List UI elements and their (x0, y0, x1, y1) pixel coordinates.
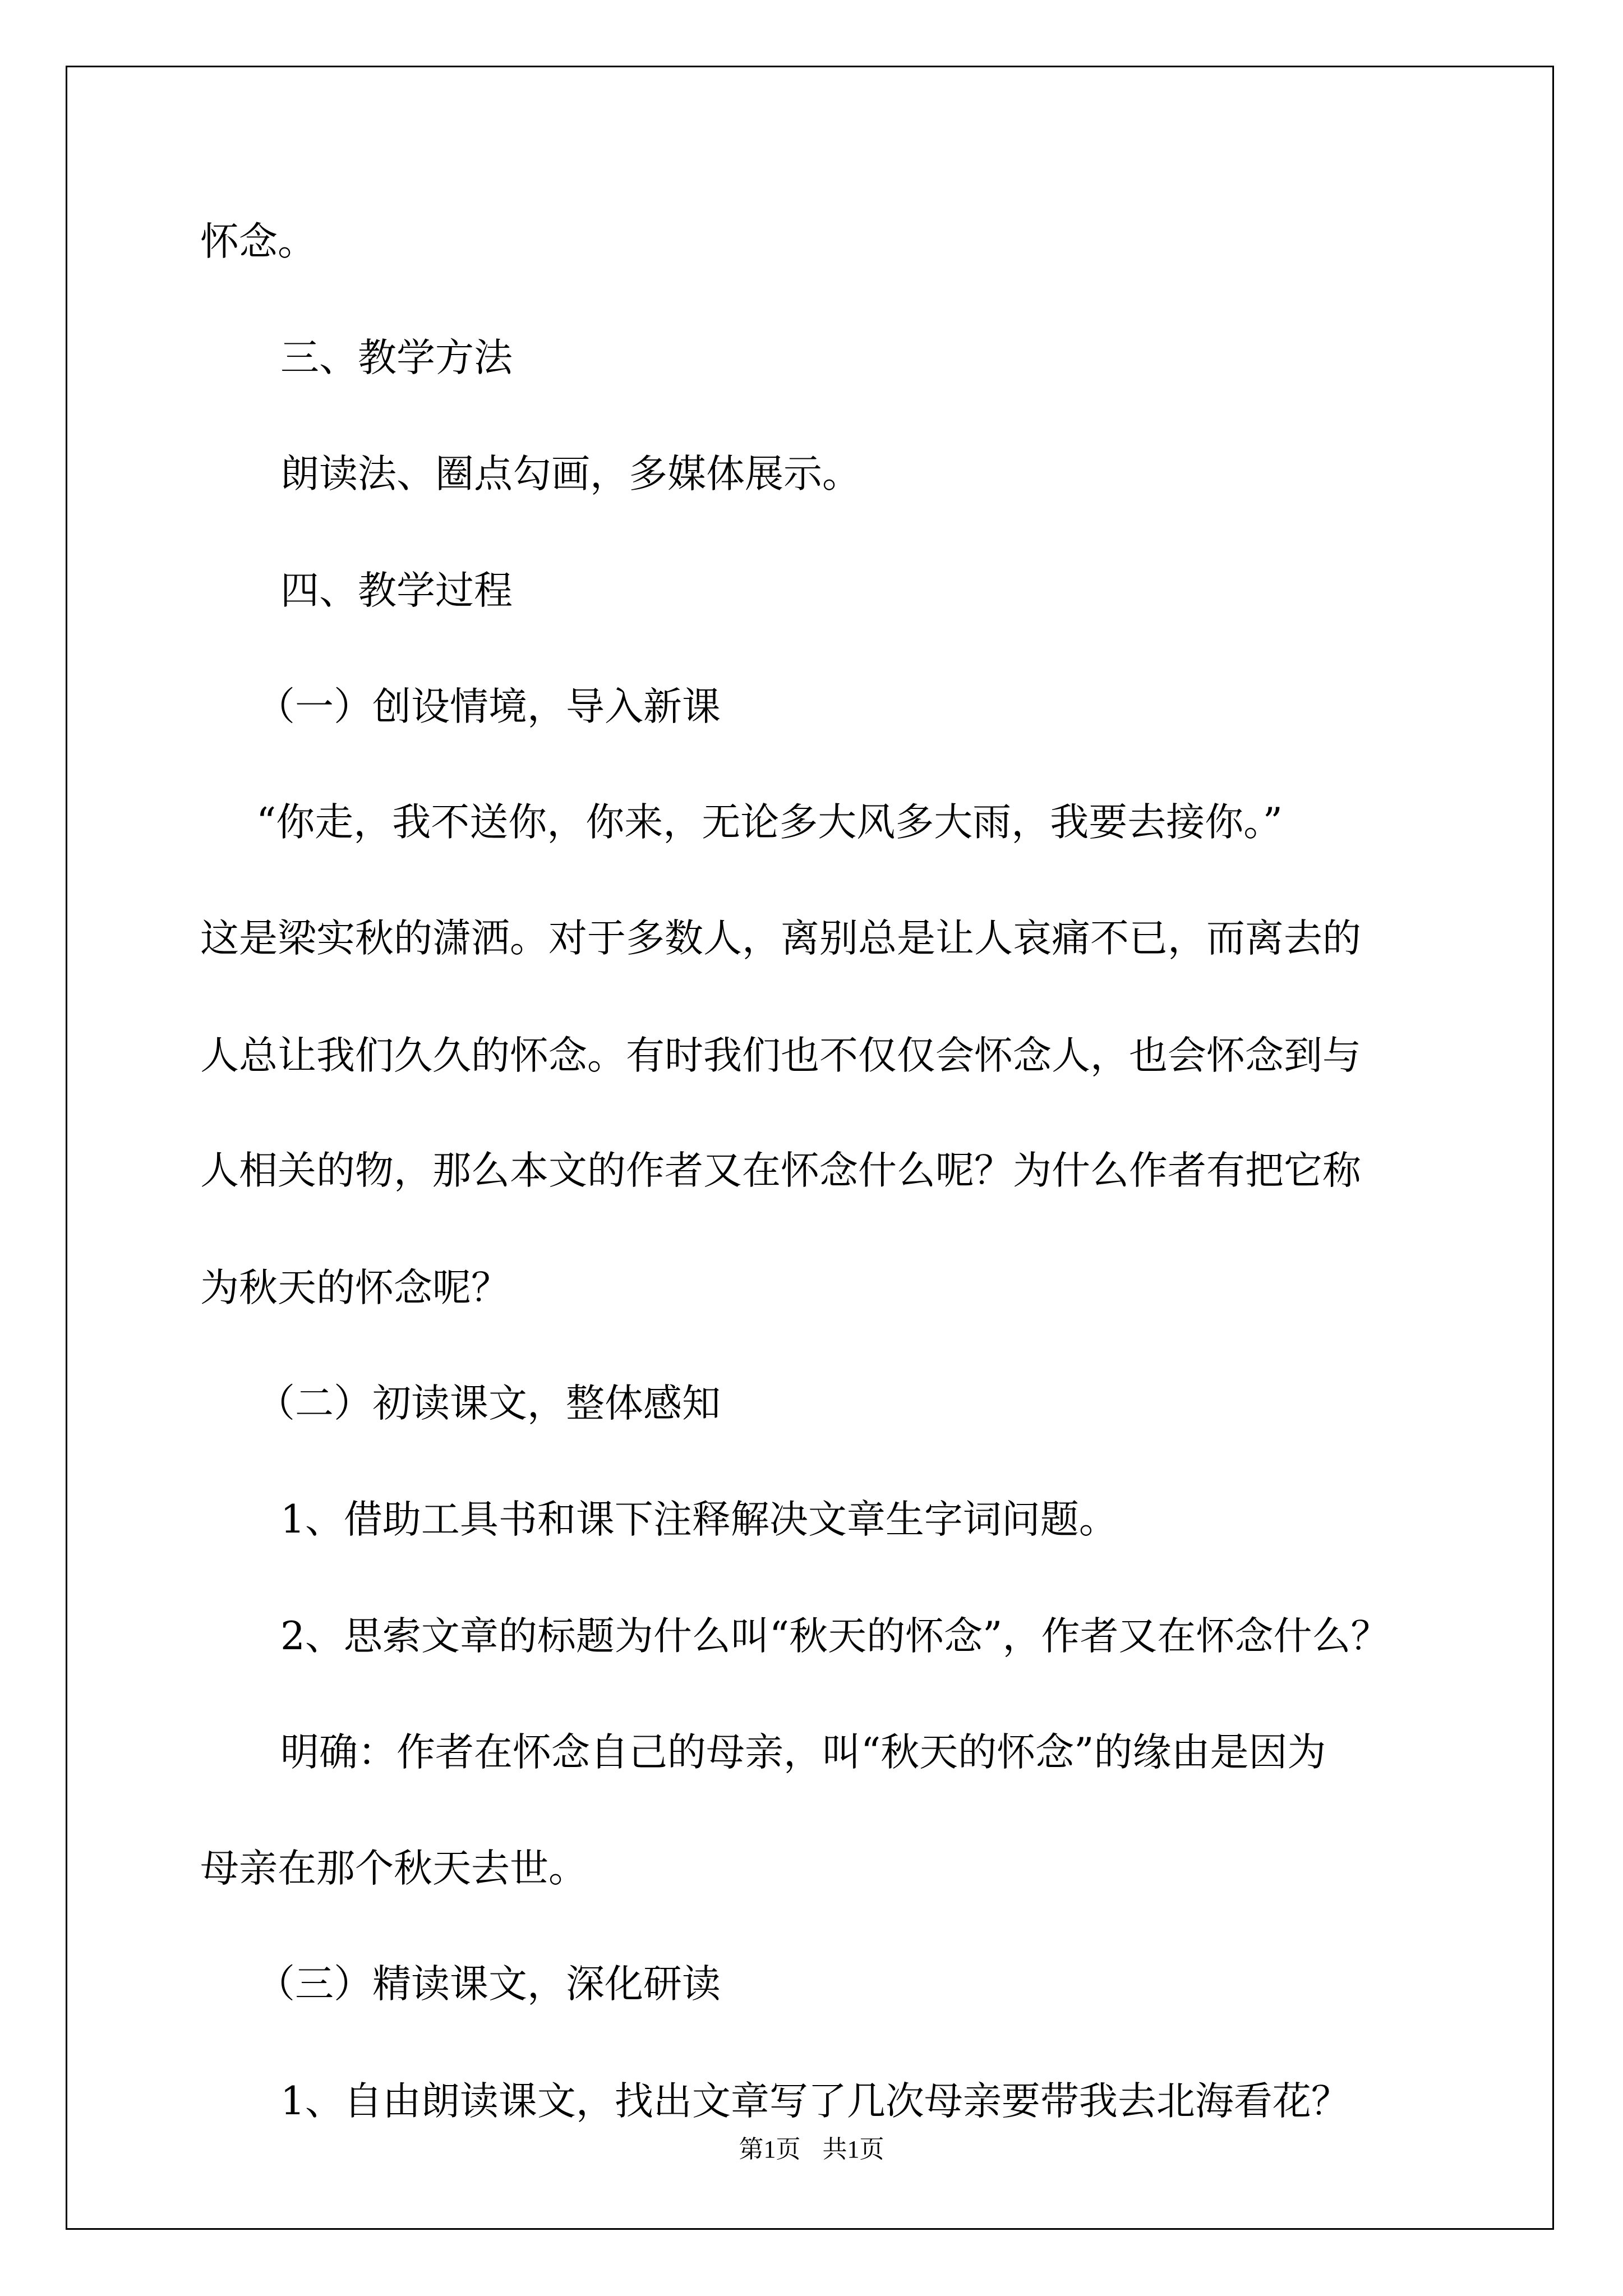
paragraph-line: 为秋天的怀念呢？ (200, 1266, 510, 1310)
section-heading-teaching-process: 四、教学过程 (280, 568, 513, 613)
section-heading-teaching-methods: 三、教学方法 (280, 335, 513, 380)
paragraph-line: 怀念。 (200, 219, 316, 264)
paragraph-line: 人总让我们久久的怀念。有时我们也不仅仅会怀念人，也会怀念到与 (200, 1033, 1361, 1078)
page-footer (0, 2137, 1623, 2162)
subsection-heading-3: （三）精读课文，深化研读 (256, 1962, 721, 2007)
subsection-heading-1: （一）创设情境，导入新课 (256, 684, 721, 729)
list-item: 2、思索文章的标题为什么叫“秋天的怀念”，作者又在怀念什么？ (280, 1614, 1390, 1659)
page-border (66, 66, 1554, 2230)
subsection-heading-2: （二）初读课文，整体感知 (256, 1381, 721, 1426)
paragraph-line: 人相关的物，那么本文的作者又在怀念什么呢？为什么作者有把它称 (200, 1148, 1361, 1193)
page-number-current: 第1页 (739, 2136, 801, 2163)
list-item: 1、自由朗读课文，找出文章写了几次母亲要带我去北海看花？ (280, 2079, 1350, 2124)
paragraph-line: 明确：作者在怀念自己的母亲，叫“秋天的怀念”的缘由是因为 (280, 1730, 1326, 1775)
paragraph-line: 朗读法、圈点勾画，多媒体展示。 (280, 452, 861, 496)
paragraph-line: 母亲在那个秋天去世。 (200, 1846, 587, 1891)
page-number-total: 共1页 (822, 2136, 884, 2163)
quote-line: “你走，我不送你，你来，无论多大风多大雨，我要去接你。” (256, 800, 1283, 845)
paragraph-line: 这是梁实秋的潇洒。对于多数人，离别总是让人哀痛不已，而离去的 (200, 916, 1361, 961)
list-item: 1、借助工具书和课下注释解决文章生字词问题。 (280, 1497, 1118, 1542)
